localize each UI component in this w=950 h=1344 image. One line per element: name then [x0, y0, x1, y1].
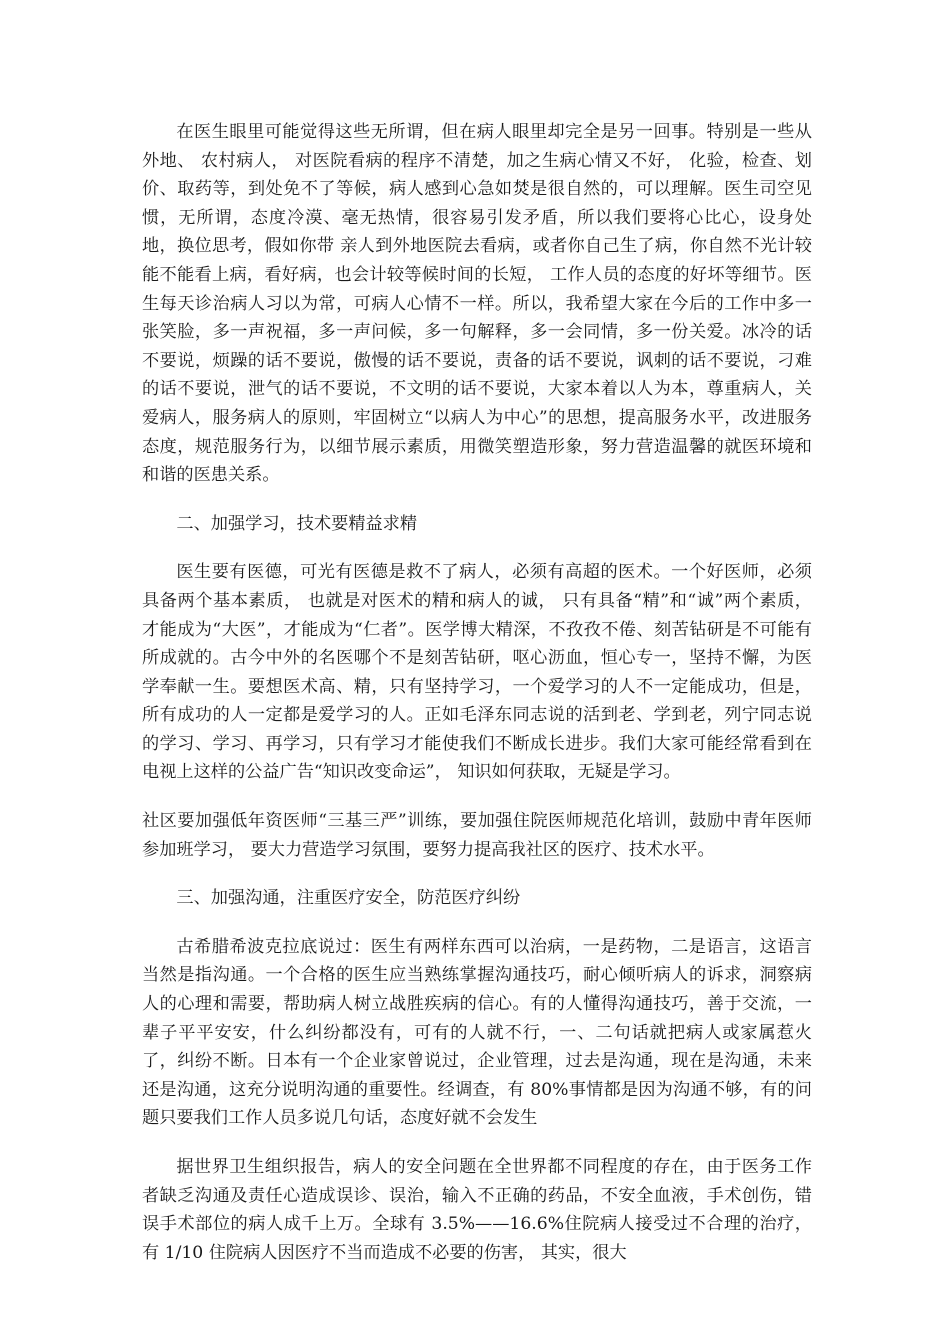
document-page: [142, 118, 812, 1287]
paragraph-hippocrates: 古希腊希波克拉底说过：医生有两样东西可以治病，一是药物，二是语言，这语言当然是指沟通。一个合格的医生应当熟练掌握沟通技巧，耐心倾听病人的诉求，洞察病人的心理和需要，帮助病人树立战胜疾病的信心。有的人懂得沟通技巧，善于交流，一辈子平平安安，什么纠纷都没有，可有的人就不行，一、二句话就把病人或家属惹火了，纠纷不断。日本有一个企业家曾说过，企业管理，过去是沟通，现在是沟通，未来还是沟通，这充分说明沟通的重要性。经调查，有 80%事情都是因为沟通不够，有的问题只要我们工作人员多说几句话，态度好就不会发生: [142, 936, 812, 1129]
paragraph-community-training: 社区要加强低年资医师“三基三严”训练，要加强住院医师规范化培训，鼓励中青年医师参加班学习， 要大力营造学习氛围，要努力提高我社区的医疗、技术水平。: [142, 811, 812, 860]
paragraph-medical-skill: 医生要有医德，可光有医德是救不了病人，必须有高超的医术。一个好医师，必须具备两个基本素质， 也就是对医术的精和病人的诚， 只有具备“精”和“诚”两个素质， 才能成为“大医”，才能成为“仁者”。医学博大精深，不孜孜不倦、刻苦钻研是不可能有所成就的。古今中外的名医哪个不是刻苦钻研，呕心沥血，恒心专一，坚持不懈，为医学奉献一生。要想医术高、精，只有坚持学习，一个爱学习的人不一定能成功，但是，所有成功的人一定都是爱学习的人。正如毛泽东同志说的活到老、学到老，列宁同志说的学习、学习、再学习，只有学习才能使我们不断成长进步。我们大家可能经常看到在电视上这样的公益广告“知识改变命运”， 知识如何获取，无疑是学习。: [142, 562, 812, 783]
section-heading-learning: 二、加强学习，技术要精益求精: [176, 513, 418, 534]
section-heading-communication: 三、加强沟通，注重医疗安全，防范医疗纠纷: [176, 888, 521, 909]
paragraph-who-report: 据世界卫生组织报告，病人的安全问题在全世界都不同程度的存在，由于医务工作者缺乏沟通及责任心造成误诊、误治，输入不正确的药品，不安全血液，手术创伤，错误手术部位的病人成千上万。全球有 3.5%——16.6%住院病人接受过不合理的治疗，有 1/10 住院病人因医疗不当而造成不必要的伤害， 其实，很大: [142, 1157, 812, 1263]
paragraph-patient-attitude: 在医生眼里可能觉得这些无所谓，但在病人眼里却完全是另一回事。特别是一些从外地、 农村病人， 对医院看病的程序不清楚，加之生病心情又不好， 化验，检查、划价、取药等，到处免不了等候，病人感到心急如焚是很自然的，可以理解。医生司空见惯，无所谓，态度冷漠、毫无热情，很容易引发矛盾，所以我们要将心比心，设身处地，换位思考，假如你带 亲人到外地医院去看病，或者你自己生了病，你自然不光计较能不能看上病，看好病，也会计较等候时间的长短， 工作人员的态度的好坏等细节。医生每天诊治病人习以为常，可病人心情不一样。所以，我希望大家在今后的工作中多一张笑脸，多一声祝福，多一声问候，多一句解释，多一会同情，多一份关爱。冰冷的话不要说，烦躁的话不要说，傲慢的话不要说，责备的话不要说，讽刺的话不要说，刁难的话不要说，泄气的话不要说，不文明的话不要说，大家本着以人为本，尊重病人，关爱病人，服务病人的原则，牢固树立“以病人为中心”的思想，提高服务水平，改进服务态度，规范服务行为，以细节展示素质，用微笑塑造形象，努力营造温馨的就医环境和和谐的医患关系。: [142, 122, 812, 486]
